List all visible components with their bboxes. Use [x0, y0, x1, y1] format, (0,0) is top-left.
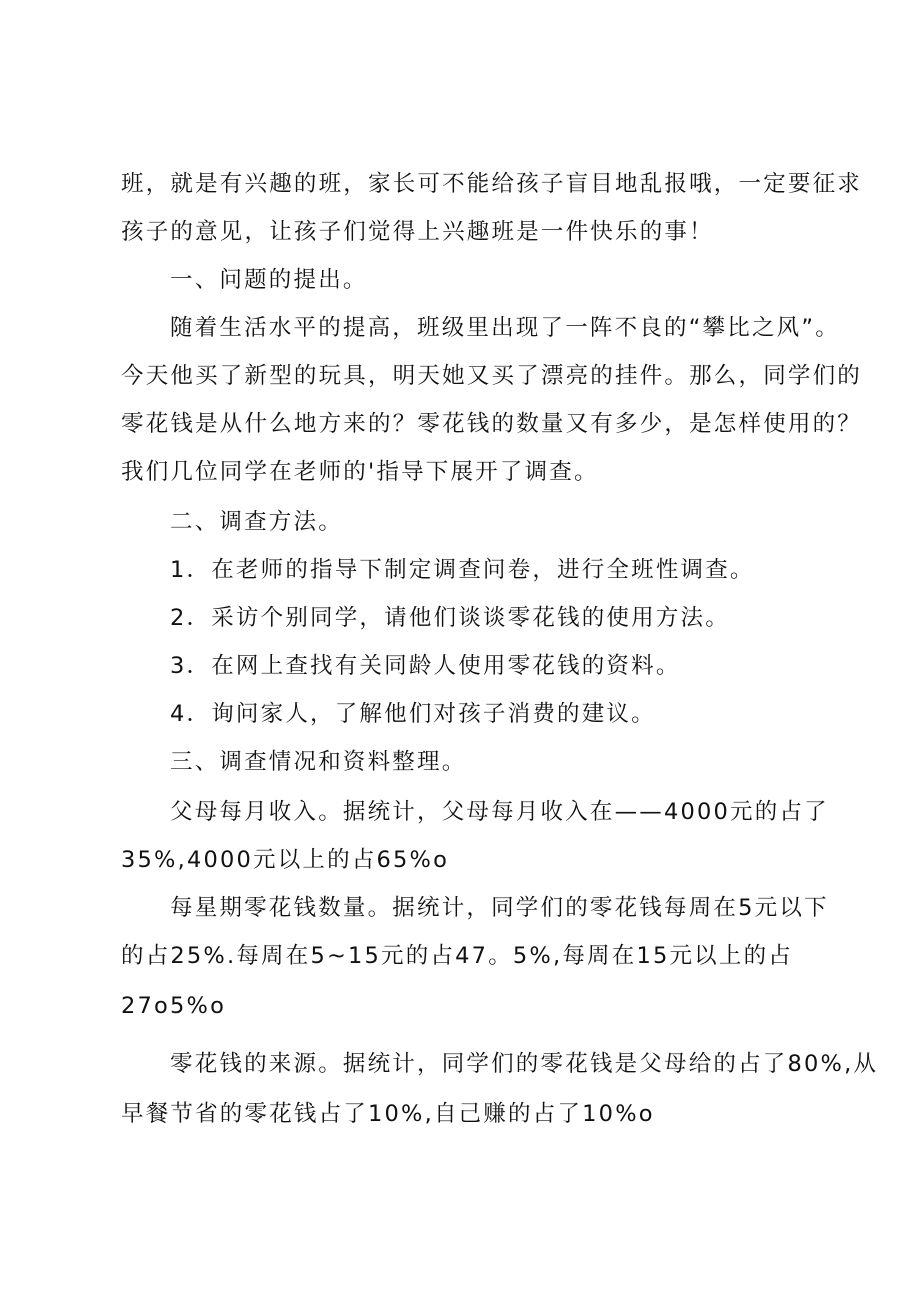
paragraph-line: 每星期零花钱数量。据统计，同学们的零花钱每周在5元以下: [170, 895, 829, 921]
paragraph-line: 35%,4000元以上的占65%o: [121, 847, 450, 873]
paragraph-line: 父母每月收入。据统计，父母每月收入在——4000元的占了: [170, 799, 829, 825]
paragraph-line: 今天他买了新型的玩具，明天她又买了漂亮的挂件。那么，同学们的: [121, 363, 863, 389]
paragraph-line: 早餐节省的零花钱占了10%,自己赚的占了10%o: [121, 1101, 655, 1127]
paragraph-line: 零花钱的来源。据统计，同学们的零花钱是父母给的占了80%,从: [170, 1051, 879, 1077]
paragraph-line: 27o5%o: [121, 993, 227, 1019]
paragraph-line: 班，就是有兴趣的班，家长可不能给孩子盲目地乱报哦，一定要征求: [121, 171, 863, 197]
list-item: 2．采访个别同学，请他们谈谈零花钱的使用方法。: [170, 605, 730, 631]
list-item: 1．在老师的指导下制定调查问卷，进行全班性调查。: [170, 557, 755, 583]
section-heading: 一、问题的提出。: [170, 267, 368, 293]
paragraph-line: 我们几位同学在老师的'指导下展开了调查。: [121, 459, 599, 485]
paragraph-line: 孩子的意见，让孩子们觉得上兴趣班是一件快乐的事！: [121, 219, 714, 245]
section-heading: 三、调查情况和资料整理。: [170, 749, 467, 775]
paragraph-line: 的占25%.每周在5~15元的占47。5%,每周在15元以上的占: [121, 943, 793, 969]
list-item: 3．在网上查找有关同龄人使用零花钱的资料。: [170, 653, 681, 679]
paragraph-line: 零花钱是从什么地方来的？零花钱的数量又有多少，是怎样使用的？: [121, 411, 863, 437]
section-heading: 二、调查方法。: [170, 509, 343, 535]
paragraph-line: 随着生活水平的提高，班级里出现了一阵不良的“攀比之风”。: [170, 315, 840, 341]
list-item: 4．询问家人，了解他们对孩子消费的建议。: [170, 701, 656, 727]
